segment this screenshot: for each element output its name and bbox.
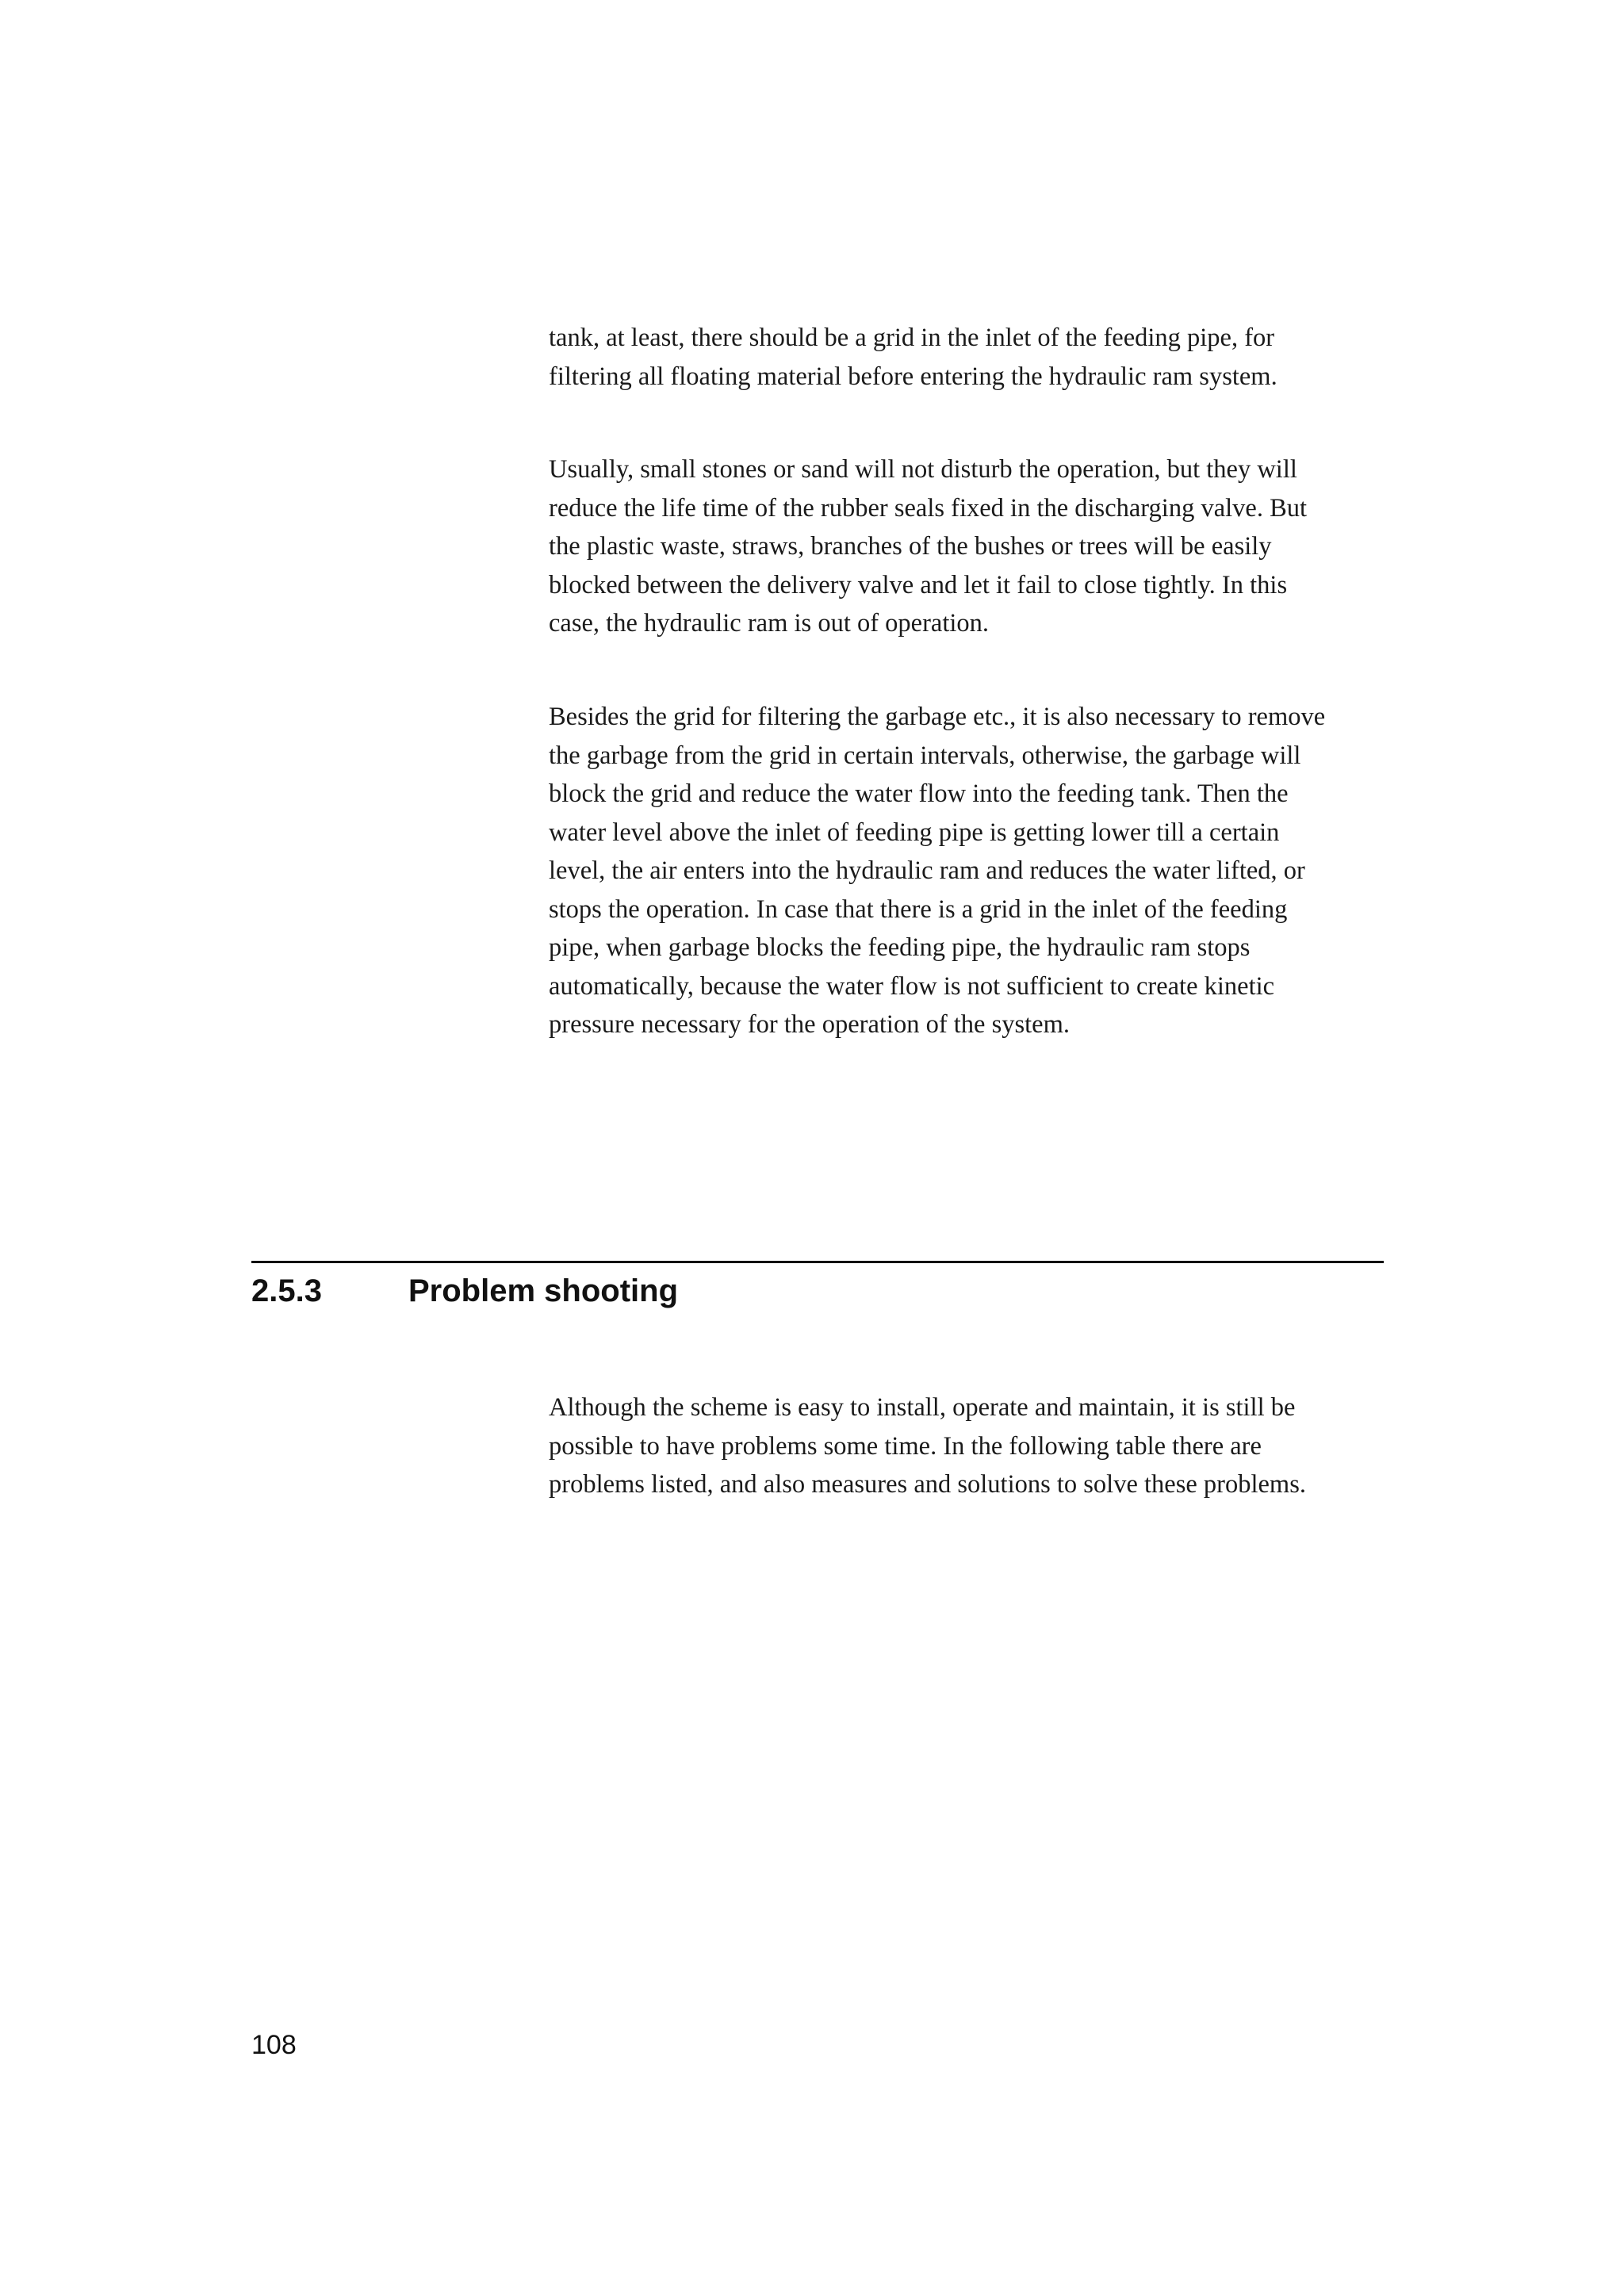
paragraph-line: tank, at least, there should be a grid in the inlet of the feeding pipe, for [549,324,1275,352]
paragraph-garbage-removal [549,698,1389,1044]
paragraph-line: stops the operation. In case that there is a grid in the inlet of the feeding [549,894,1288,924]
paragraph-line: Besides the grid for filtering the garbage etc., it is also necessary to remove [549,703,1326,731]
section-heading [251,1269,1384,1313]
paragraph-stones-and-waste [549,450,1389,643]
paragraph-grid-inlet [549,319,1389,396]
paragraph-line: case, the hydraulic ram is out of operation. [549,609,990,638]
paragraph-line: the plastic waste, straws, branches of the bushes or trees will be easily [549,532,1272,561]
page-number: 108 [251,2030,297,2060]
paragraph-line: pipe, when garbage blocks the feeding pipe, the hydraulic ram stops [549,933,1251,962]
paragraph-line: automatically, because the water flow is not sufficient to create kinetic [549,971,1275,1001]
paragraph-line: filtering all floating material before entering the hydraulic ram system. [549,362,1277,391]
paragraph-line: possible to have problems some time. In the following table there are [549,1431,1262,1461]
paragraph-line: pressure necessary for the operation of the system. [549,1010,1070,1039]
paragraph-line: problems listed, and also measures and solutions to solve these problems. [549,1470,1306,1499]
paragraph-line: level, the air enters into the hydraulic ram and reduces the water lifted, or [549,856,1305,885]
paragraph-line: reduce the life time of the rubber seals fixed in the discharging valve. But [549,493,1308,523]
section-divider [251,1261,1384,1263]
paragraph-line: water level above the inlet of feeding pipe is getting lower till a certain [549,818,1280,847]
paragraph-line: Although the scheme is easy to install, operate and maintain, it is still be [549,1393,1296,1422]
paragraph-line: blocked between the delivery valve and let it fail to close tightly. In this [549,570,1288,599]
paragraph-line: Usually, small stones or sand will not disturb the operation, but they will [549,455,1297,484]
section-title: Problem shooting [408,1273,678,1308]
paragraph-problem-intro [549,1388,1389,1504]
section-number: 2.5.3 [251,1273,322,1308]
paragraph-line: block the grid and reduce the water flow into the feeding tank. Then the [549,779,1289,808]
paragraph-line: the garbage from the grid in certain intervals, otherwise, the garbage will [549,741,1301,770]
